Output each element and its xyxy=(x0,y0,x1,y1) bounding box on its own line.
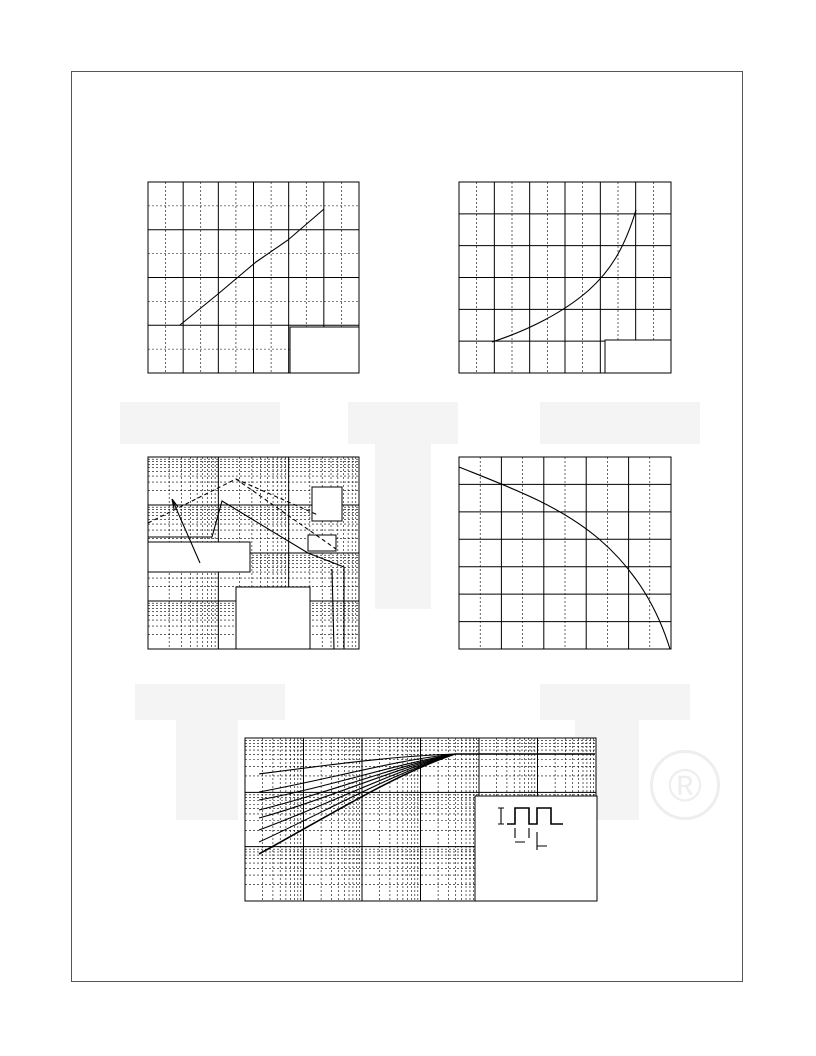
figure-3-chart xyxy=(148,457,360,650)
figure-4-chart xyxy=(459,457,672,650)
figure-3-label-box-2 xyxy=(308,535,336,551)
figure-5-chart xyxy=(245,738,597,902)
figure-2-legend-box xyxy=(605,340,671,373)
figure-5-legend-box xyxy=(475,796,597,901)
figure-3-annotation-box xyxy=(148,542,250,572)
figure-3-label-box-1 xyxy=(312,487,342,521)
figure-3-legend-box xyxy=(236,587,310,649)
registered-mark-watermark: ® xyxy=(650,750,720,820)
figure-2-chart xyxy=(459,182,672,374)
figure-1-legend-box xyxy=(290,327,359,373)
figure-1-chart xyxy=(148,182,360,374)
